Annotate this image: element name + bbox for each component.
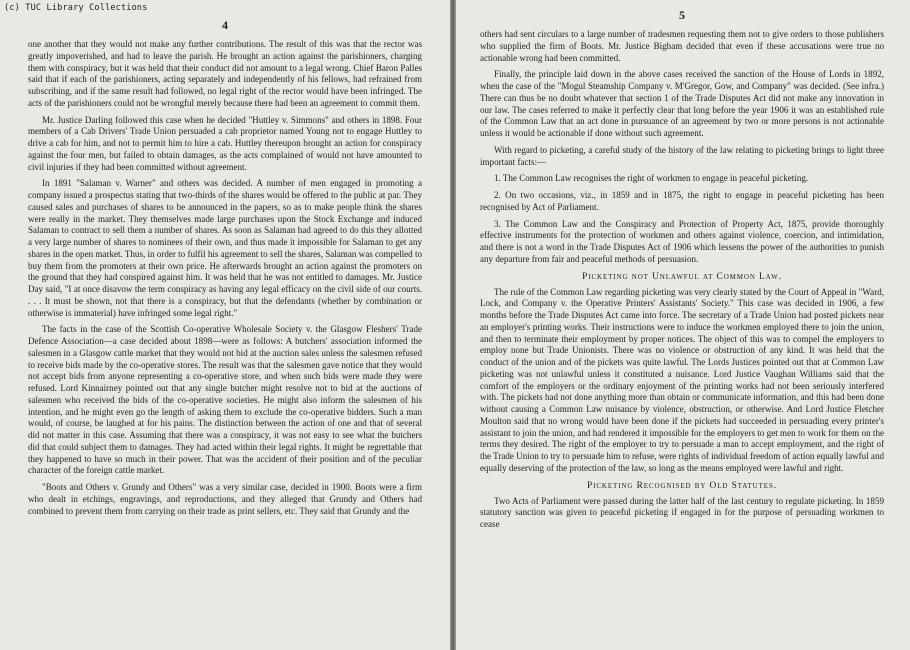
right-page — [456, 0, 910, 650]
section-heading: Picketing not Unlawful at Common Law. — [582, 271, 782, 282]
section-heading: Picketing Recognised by Old Statutes. — [586, 480, 777, 491]
paragraph: others had sent circulars to a large number of tradesmen requesting them not to give orders to those publishers who supplied the firm of Boots. Mr. Justice Bigham decided that even if these accusations were true no actionable wrong had been committed. — [480, 29, 884, 63]
page-number-left: 4 — [222, 18, 228, 32]
paragraph: With regard to picketing, a careful study of the history of the law relating to picketing brings to light three important facts:— — [480, 144, 884, 167]
paragraph: Two Acts of Parliament were passed during the latter half of the last century to regulate picketing. In 1859 statutory sanction was given to peaceful picketing if engaged in for the purpose of persuading workmen to cease — [480, 495, 884, 529]
left-page — [0, 0, 450, 650]
page-number-right: 5 — [679, 8, 685, 22]
paragraph: Mr. Justice Darling followed this case when he decided "Huttley v. Simmons" and others in 1898. Four members of a Cab Drivers' Trade Union persuaded a cab proprietor named Young not to engage Huttley to drive a cab for him, and not to permit him to hire a cab. Huttley thereupon brought an action for conspiracy against the four men, but failed to obtain damages, as the acts complained of would not have amounted to civil injuries if they had been committed without agreement. — [28, 114, 422, 172]
watermark: (c) TUC Library Collections — [4, 3, 148, 13]
paragraph: Finally, the principle laid down in the above cases received the sanction of the House of Lords in 1892, when the case of the "Mogul Steamship Company v. M'Gregor, Gow, and Company" was decided. (See infra.) There can thus be no doubt whatever that section 1 of the Trade Disputes Act did not make any innovation in our law. The cases referred to make it perfectly clear that long before the year 1906 it was an established rule of the Common Law that an act done in pursuance of an agreement by two or more persons is not actionable unless it would be actionable if done without such agreement. — [480, 69, 884, 138]
paragraph: one another that they would not make any further contributions. The result of this was that the rector was greatly impoverished, and had to leave the parish. He brought an action against the parishioners, charging them with conspiracy, but it was held that their conduct did not amount to a legal wrong. Chief Baron Palles said that if each of the parishioners, acting separately and independently of his fellows, had refrained from subscribing, and if the same result had followed, no legal right of the rector would have been infringed. The acts of the parishioners could not be wrongful merely because there had been an agreement to commit them. — [28, 39, 422, 108]
paragraph: The rule of the Common Law regarding picketing was very clearly stated by the Court of Appeal in "Ward, Lock, and Company v. the Operative Printers' Assistants' Society." This case was decided in 1906, a few months before the Trade Disputes Act came into force. The secretary of a Trade Union had posted pickets near an employer's printing works. Their instructions were to induce the workmen employed there to join the union, and then to terminate their employment by proper notices. The object of this was to compel the employers to employ none but Trade Unionists. There was no violence or obstruction of any kind. It was held that the conduct of the union and of the pickets was quite lawful. The Lords Justices pointed out that at Common Law picketing was not unlawful unless it constituted a nuisance. Lord Justice Vaughan Williams said that the comfort of the employers or the ordinary enjoyment of the printing works had not been seriously interfered with. The pickets had not done anything more than obtain or communicate information, and this had been done without causing a Common Law nuisance by violence, obstruction, or otherwise. And Lord Justice Fletcher Moulton said that no wrong would have been done if the pickets had succeeded in persuading every printer's assistant to join the union, and had rendered it impossible for the employers to get men to work for them on the terms they desired. The right of the employer to try to persuade a man to accept employment, and the right of the Trade Union to try to persuade him to refuse, were rights of individual freedom of action equally lawful and equally deserving of the protection of the law, so long as the means employed were lawful and right. — [480, 286, 884, 473]
paragraph: The facts in the case of the Scottish Co-operative Wholesale Society v. the Glasgow Fleshers' Trade Defence Association—a case decided about 1898—were as follows: A butchers' association informed the salesmen in a Glasgow cattle market that they would not bid at the auction sales unless the salesmen refused to receive bids made by the co-operative stores. The result was that the salesmen gave notice that they would not accept bids from anyone representing a co-operative store, and when such bids were made they were refused. Lord Kinnairney pointed out that any single butcher might resolve not to bid at the auctions of salesmen who received the bids of the co-operative societies. He might also inform the salesmen of his intention, and he might even go the length of asking them to exclude the co-operative bidders. Such a man would, of course, be laughed at for his pains. The distinction between the action of one and that of several did not matter in this case. Assuming that there was a conspiracy, it was not easy to see what the butchers did that could subject them to damages. They had acted within their legal rights. It might be regrettable that they happened to have so much in their power. That was the accident of their position and of the peculiar character of the foreign cattle market. — [28, 324, 422, 476]
paragraph: 3. The Common Law and the Conspiracy and Protection of Property Act, 1875, provide thoroughly effective instruments for the protection of workmen and others against violence, coercion, and intimidation, and there is not a word in the Trade Disputes Act of 1906 which lessens the power of the authorities to punish any departure from fair and peaceful methods of persuasion. — [480, 218, 884, 264]
paragraph: 1. The Common Law recognises the right of workmen to engage in peaceful picketing. — [494, 173, 809, 184]
paragraph: In 1891 "Salaman v. Warner" and others was decided. A number of men engaged in promoting a company issued a prospectus stating that two-thirds of the shares would be offered to the public at par. They caused sales and purchases of shares to be announced in the papers, so as to make people think the shares were really in the market. They themselves made large purchases upon the Stock Exchange and induced Salaman to contract to sell them a number of shares. As soon as Salaman had agreed to do this they allotted a very large number of shares to nominees of their own, and thus made it impossible for Salaman to get any shares in the open market. Thus, in order to fulfil his agreement to sell the shares, Salaman was compelled to buy them from the promoters at their own price. He afterwards brought an action against the promoters on the ground that they had conspired against him. It was held that he was not entitled to damages. Mr. Justice Day said, "I at once disavow the term conspiracy as having any legal efficacy on the civil side of our courts. . . . It must be shown, not that there is a conspiracy, but that the defendants (whether by combination or otherwise is immaterial) have infringed some legal right." — [28, 178, 422, 318]
paragraph: "Boots and Others v. Grundy and Others" was a very similar case, decided in 1900. Boots were a firm who dealt in etchings, engravings, and reproductions, and they alleged that Grundy and Others had combined to prevent them from carrying on their trade as print sellers, etc. They said that Grundy and the — [28, 482, 422, 516]
paragraph: 2. On two occasions, viz., in 1859 and in 1875, the right to engage in peaceful picketing has been recognised by Act of Parliament. — [480, 190, 884, 212]
